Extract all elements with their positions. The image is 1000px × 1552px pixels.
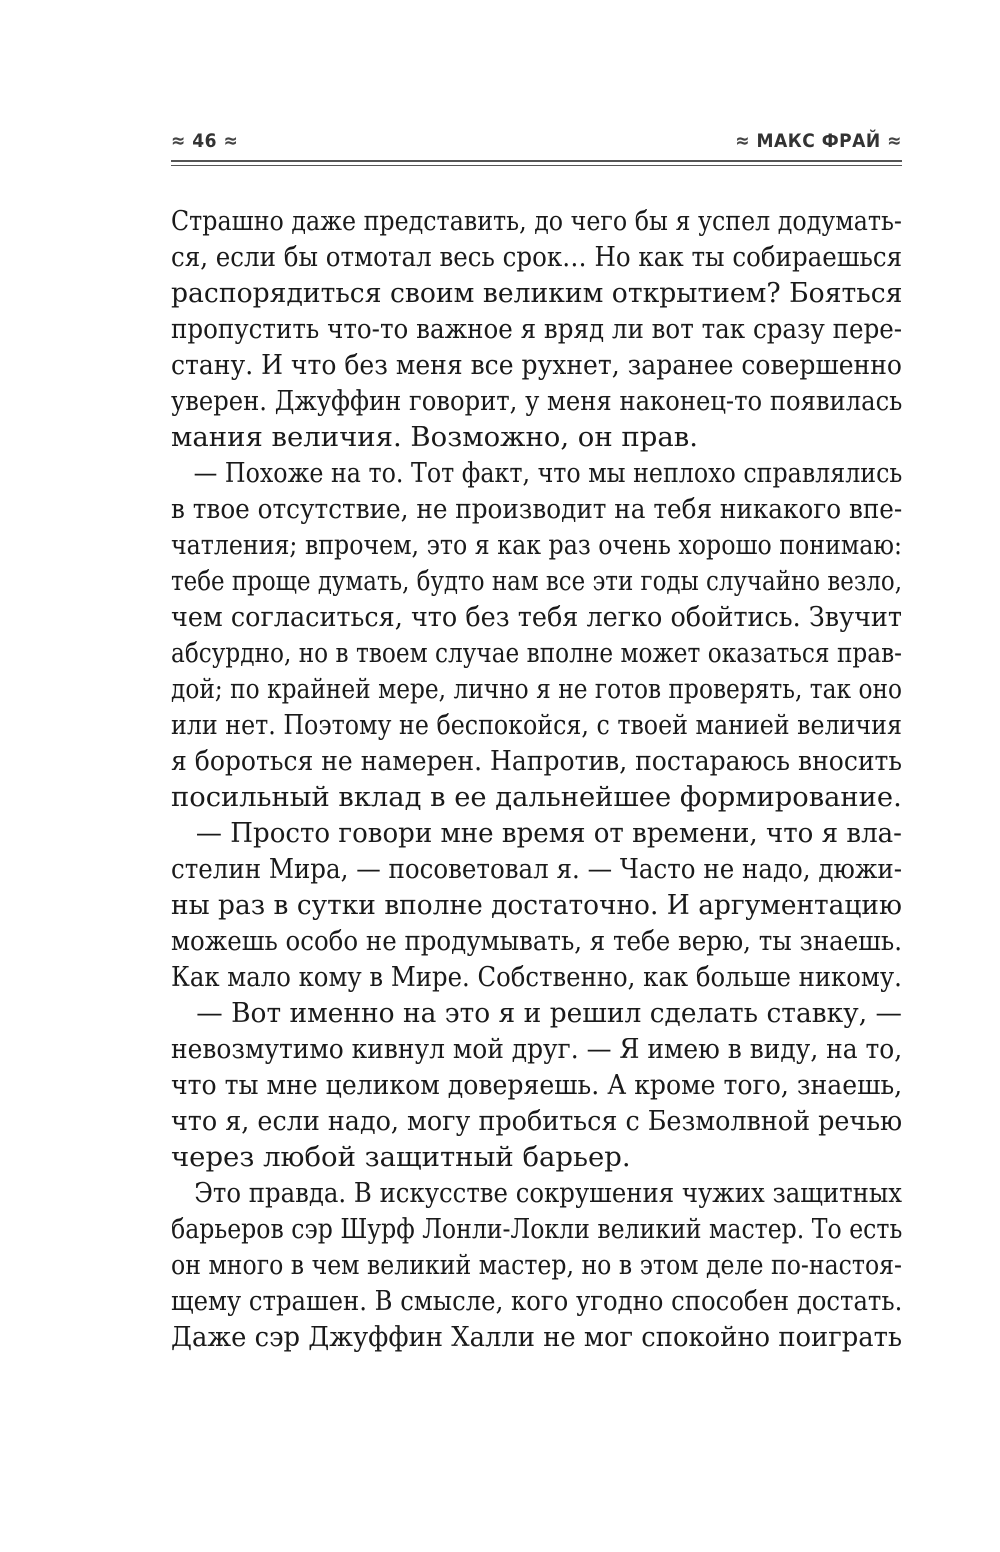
text-line: абсурдно, но в твоем случае вполне может оказаться прав-: [171, 637, 902, 669]
text-line: щему страшен. В смысле, кого угодно способен достать.: [171, 1285, 903, 1317]
author-block: [735, 130, 902, 152]
text-line: барьеров сэр Шурф Лонли-Локли великий мастер. То есть: [171, 1213, 903, 1245]
text-line: что ты мне целиком доверяешь. А кроме того, знаешь,: [171, 1069, 903, 1101]
text-line: — Похоже на то. Тот факт, что мы неплохо справлялись: [171, 457, 903, 489]
text-line: я бороться не намерен. Напротив, постараюсь вносить: [171, 745, 903, 777]
text-line: Страшно даже представить, до чего бы я успел додумать-: [171, 205, 902, 237]
text-line: распорядиться своим великим открытием? Бояться: [171, 277, 903, 309]
author-left-wave-ornament: ≈: [735, 130, 751, 152]
header-rule: [171, 160, 902, 162]
page-number: 46: [192, 130, 218, 152]
text-line: чем согласиться, что без тебя легко обойтись. Звучит: [171, 601, 903, 633]
text-line: ны раз в сутки вполне достаточно. И аргументацию: [171, 889, 903, 921]
text-line: ся, если бы отмотал весь срок… Но как ты собираешься: [171, 241, 903, 273]
text-line: что я, если надо, могу пробиться с Безмолвной речью: [171, 1105, 903, 1137]
text-line: посильный вклад в ее дальнейшее формирование.: [171, 781, 902, 813]
text-line: тебе проще думать, будто нам все эти годы случайно везло,: [171, 565, 902, 597]
text-line: Как мало кому в Мире. Собственно, как больше никому.: [171, 961, 902, 993]
text-line: — Просто говори мне время от времени, что я вла-: [171, 817, 902, 849]
text-line: можешь особо не продумывать, я тебе верю, ты знаешь.: [171, 925, 903, 957]
text-line: он много в чем великий мастер, но в этом деле по-настоя-: [171, 1249, 903, 1281]
header-rule-thin: [171, 165, 902, 166]
text-line: мания величия. Возможно, он прав.: [171, 421, 698, 453]
author-name: МАКС ФРАЙ: [756, 130, 881, 152]
text-line: пропустить что-то важное я вряд ли вот так сразу пере-: [171, 313, 903, 345]
text-line: стану. И что без меня все рухнет, заранее совершенно: [171, 349, 902, 381]
author-right-wave-ornament: ≈: [887, 130, 902, 152]
body-text: [171, 203, 902, 1355]
text-line: чатления; впрочем, это я как раз очень хорошо понимаю:: [171, 529, 902, 561]
running-header: [171, 126, 902, 156]
text-line: в твое отсутствие, не производит на тебя никакого впе-: [171, 493, 903, 525]
text-line: через любой защитный барьер.: [171, 1141, 631, 1173]
text-line: — Вот именно на это я и решил сделать ставку, —: [171, 997, 902, 1029]
right-wave-ornament: ≈: [223, 130, 239, 152]
text-line: уверен. Джуффин говорит, у меня наконец-то появилась: [171, 385, 903, 417]
text-line: Даже сэр Джуффин Халли не мог спокойно поиграть: [171, 1321, 903, 1353]
text-line: Это правда. В искусстве сокрушения чужих защитных: [171, 1177, 903, 1209]
left-wave-ornament: ≈: [171, 130, 186, 152]
text-line: или нет. Поэтому не беспокойся, с твоей манией величия: [171, 709, 902, 741]
text-line: стелин Мира, — посоветовал я. — Часто не надо, дюжи-: [171, 853, 903, 885]
text-line: дой; по крайней мере, лично я не готов проверять, так оно: [171, 673, 903, 705]
text-line: невозмутимо кивнул мой друг. — Я имею в виду, на то,: [171, 1033, 903, 1065]
page-number-block: [171, 130, 238, 152]
